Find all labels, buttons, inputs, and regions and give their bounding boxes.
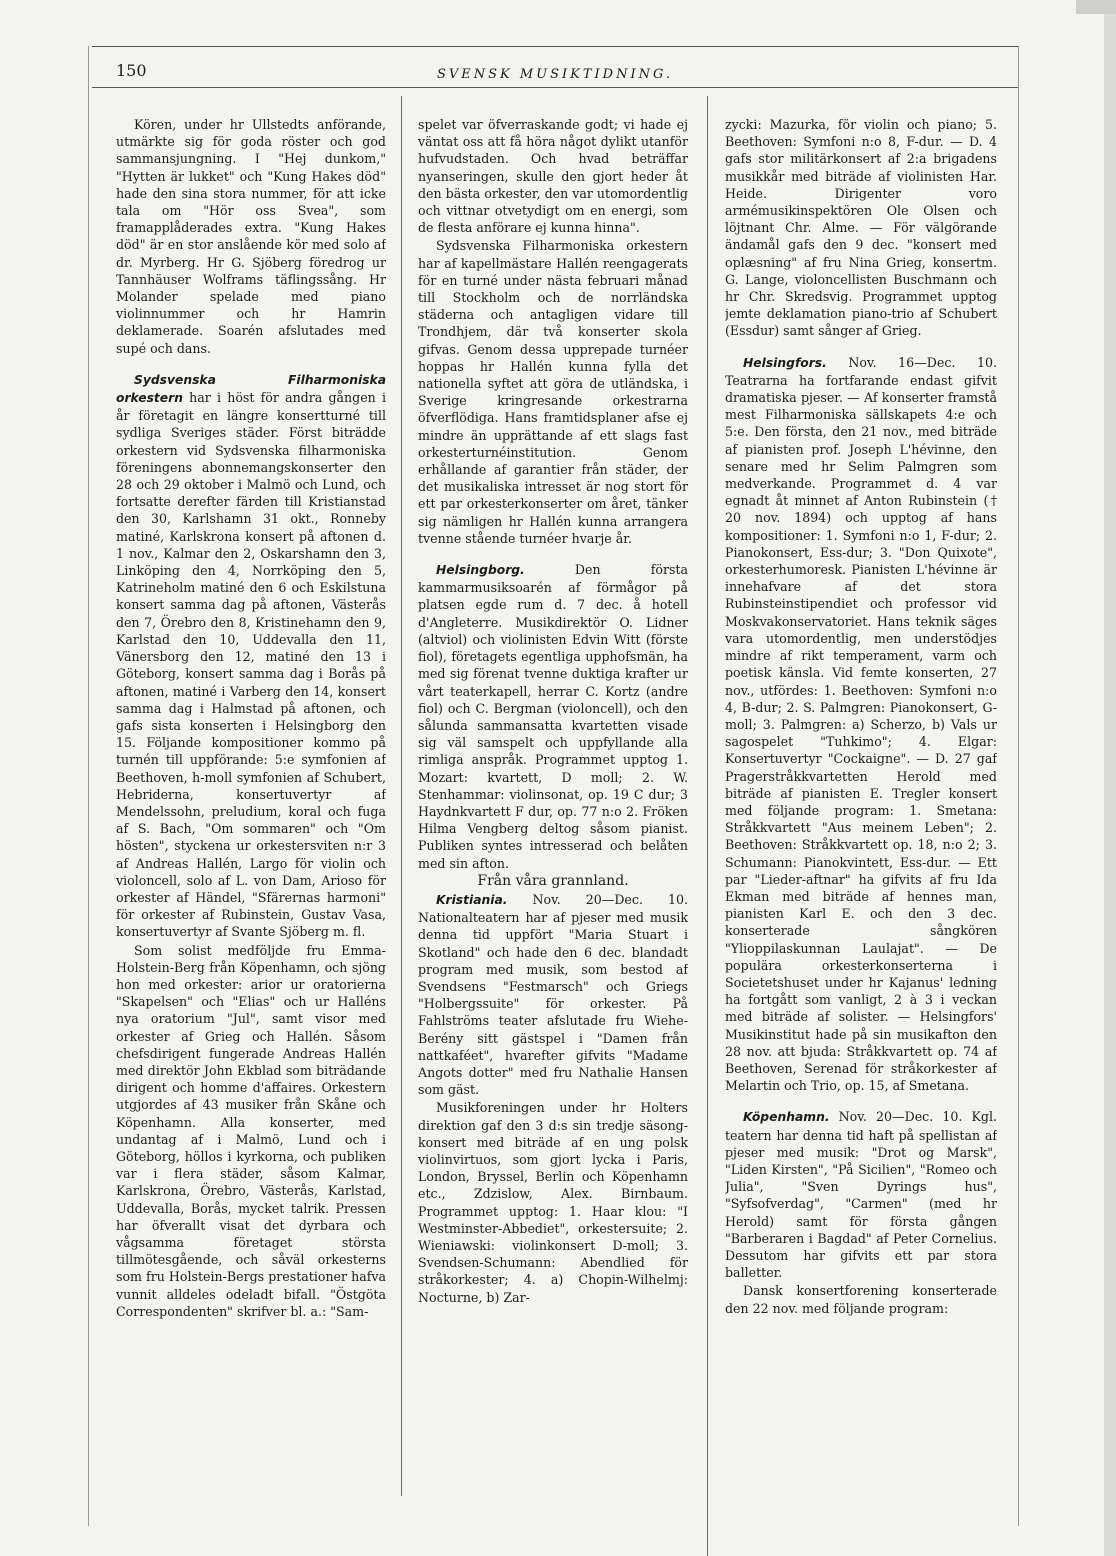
column-middle — [418, 116, 688, 1476]
header-rule — [92, 87, 1018, 88]
paragraph: zycki: Mazurka, för violin och piano; 5. Beethoven: Symfoni n:o 8, F-dur. — D. 4 gafs stor militärkonsert af 2:a brigadens musikkår med biträde af violinisten Har. Heide. Dirigenter voro armémusikinspektören Ole Olsen och löjtnant Chr. Alme. — För välgörande ändamål gafs den 9 dec. "konsert med oplæsning" af fru Nina Grieg, konsertm. G. Lange, violoncellisten Buschmann och hr Chr. Skredsvig. Programmet upptog jemte deklamation piano-trio af Schubert (Essdur) samt sånger af Grieg. — [725, 117, 997, 339]
paragraph: Sydsvenska Filharmoniska orkestern har af kapellmästare Hallén reengagerats för en turné under nästa februari månad till Stockholm och de norrländska städerna och antagligen vidare till Trondhjem, där två konserter skola gifvas. Genom dessa upprepade turnéer hoppas hr Hallén kunna fylla det nationella syftet att göra de utländska, i Sverige kringresande orkestrarna öfverflödiga. Hans framtidsplaner afse ej mindre än upprättande af ett slags fast orkesterturnéinstitution. Genom erhållande af garantier från städer, der det musikaliska intresset är nog stort för ett par orkesterkonserter om året, tänker sig nämligen hr Hallén kunna arrangera tvenne stående turnéer hvarje år. — [418, 238, 688, 546]
section-heading: Helsingborg. — [436, 563, 525, 578]
paragraph: Dansk konsertforening konserterade den 22 nov. med följande program: — [725, 1283, 997, 1316]
paragraph — [725, 1108, 997, 1281]
paragraph: Som solist medföljde fru Emma-Holstein-Berg från Köpenhamn, och sjöng hon med orkester: arior ur oratorierna "Skapelsen" och "Elias" och ur Halléns nya oratorium "Jul", samt visor med orkester af Grieg och Hallén. Såsom chefsdirigent fungerade Andreas Hallén med direktör John Ekblad som biträdande dirigent och homme d'affaires. Orkestern utgjordes af 43 musiker från Skåne och Köpenhamn. Alla konserter, med undantag af i Malmö, Lund och i Göteborg, höllos i kyrkorna, och publiken var i flera städer, såsom Kalmar, Karlskrona, Örebro, Västerås, Karlstad, Uddevalla, Borås, mycket talrik. Pressen har öfverallt visat det dyrbara och vågsamma företaget största tillmötesgående, och såväl orkesterns som fru Holstein-Bergs prestationer hafva vunnit alldeles odeladt bifall. "Östgöta Correspondenten" skrifver bl. a.: "Sam- — [116, 942, 386, 1319]
column-rule-2 — [707, 96, 708, 1556]
page-frame-right — [1018, 46, 1019, 1526]
section-title: Från våra grannland. — [477, 872, 629, 889]
paragraph: Musikforeningen under hr Holters direktion gaf den 3 d:s sin tredje säsong-konsert med biträde af en ung polsk violinvirtuos, som gjort lycka i Paris, London, Bryssel, Berlin och Köpenhamn etc., Zdzislow, Alex. Birnbaum. Programmet upptog: 1. Haar klou: "I Westminster-Abbediet", orkestersuite; 2. Wieniawski: violinkonsert D-moll; 3. Svendsen-Schumann: Abendlied för stråkorkester; 4. a) Chopin-Wilhelmj: Nocturne, b) Zar- — [418, 1100, 688, 1305]
paragraph-text: Den första kammarmusiksoarén af förmågor på platsen egde rum d. 7 dec. å hotell d'Angleterre. Musikdirektör O. Lidner (altviol) och violinisten Edvin Witt (förste fiol), företagets egentliga upphofsmän, ha med sig förenat tvenne duktiga krafter ur vårt teaterkapell, herrar C. Kortz (andre fiol) och C. Bergman (violoncell), och den sålunda sammansatta kvartetten visade sig väl samspelt och uppfyllande alla rimliga anspråk. Programmet upptog 1. Mozart: kvartett, D moll; 2. W. Stenhammar: violinsonat, op. 19 C dur; 3 Haydnkvartett F dur, op. 77 n:o 2. Fröken Hilma Vengberg deltog såsom pianist. Publiken syntes intresserad och belåten med sin afton. — [418, 562, 688, 871]
column-right — [725, 116, 997, 1476]
paragraph: Kören, under hr Ullstedts anförande, utmärkte sig för goda röster och god sammansjungning. I "Hej dunkom," "Hytten är lukket" och "Kung Hakes död" hade den sina stora nummer, för att icke tala om "Hör oss Svea", som framapplåderades extra. "Kung Hakes död" är en stor anslående kör med solo af dr. Myrberg. Hr G. Sjöberg föredrog ur Tannhäuser Wolframs täflingssång. Hr Molander spelade med piano violinnummer och hr Hamrin deklamerade. Soarén afslutades med supé och dans. — [116, 117, 386, 356]
paragraph — [116, 371, 386, 941]
paragraph-text: har i höst för andra gången i år företagit en längre konsertturné till sydliga Sveriges städer. Först biträdde orkestern vid Sydsvenska filharmoniska föreningens abonnemangskonserter den 28 och 29 oktober i Malmö och Lund, och fortsatte derefter färden till Kristianstad den 30, Karlshamn 31 okt., Ronneby matiné, Karlskrona konsert på aftonen d. 1 nov., Kalmar den 2, Oskarshamn den 3, Linköping den 4, Norrköping den 5, Katrineholm matiné den 6 och Eskilstuna konsert samma dag på aftonen, Västerås den 7, Örebro den 8, Kristinehamn den 9, Karlstad den 10, Uddevalla den 11, Vänersborg den 12, matiné den 13 i Göteborg, konsert samma dag i Borås på aftonen, matiné i Varberg den 14, konsert samma dag i Halmstad på aftonen, och gafs sista konserten i Helsingborg den 15. Följande kompositioner kommo på turnén till uppförande: 5:e symfonien af Beethoven, h-moll symfonien af Schubert, Hebriderna, konsertuvertyr af Mendelssohn, preludium, koral och fuga af S. Bach, "Om sommaren" och "Om hösten", styckena ur orkestersviten n:r 3 af Andreas Hallén, Largo för violin och violoncell, solo af L. von Dam, Arioso för orkester af Händel, "Sfärernas harmoni" för orkester af Rubinstein, Gustav Vasa, konsertuvertyr af Svante Sjöberg m. fl. — [116, 390, 386, 940]
paragraph — [418, 891, 688, 1098]
section-heading: Köpenhamn. — [743, 1110, 830, 1125]
running-title: SVENSK MUSIKTIDNING. — [436, 67, 674, 82]
page-corner — [1076, 0, 1116, 14]
section-heading: Sydsvenska Filharmoniska orkestern — [116, 372, 386, 406]
paragraph-text: Nov. 16—Dec. 10. Teatrarna ha fortfarande endast gifvit dramatiska pjeser. — Af konserter framstå mest Filharmoniska sällskapets 4:e och 5:e. Den första, den 21 nov., med biträde af pianisten prof. Joseph L'hévinne, den senare med hr Selim Palmgren som medverkande. Programmet d. 4 var egnadt åt minnet af Anton Rubinstein († 20 nov. 1894) och upptog af hans kompositioner: 1. Symfoni n:o 1, F-dur; 2. Pianokonsert, Ess-dur; 3. "Don Quixote", orkesterhumoresk. Pianisten L'hévinne är innehafvare af det stora Rubinsteinstipendiet och professor vid Moskvakonservatoriet. Hans teknik säges vara utomordentlig, men understödjes mindre af rikt temperament, varm och poetisk känsla. Vid femte konserten, 27 nov., utfördes: 1. Beethoven: Symfoni n:o 4, B-dur; 2. S. Palmgren: Pianokonsert, G-moll; 3. Palmgren: a) Scherzo, b) Vals ur sagospelet "Tuhkimo"; 4. Elgar: Konsertuvertyr "Cockaigne". — D. 27 gaf Pragerstråkkvartetten Herold med biträde af pianisten E. Tregler konsert med följande program: 1. Smetana: Stråkkvartett "Aus meinem Leben"; 2. Beethoven: Stråkkvartett op. 18, n:o 2; 3. Schumann: Pianokvintett, Ess-dur. — Ett par "Lieder-aftnar" ha gifvits af fru Ida Ekman med biträde af hennes man, pianisten Karl E. och den 3 dec. konserterade sångkören "Ylioppilaskunnan Laulajat". — De populära orkesterkonserterna i Societetshuset under hr Kajanus' ledning ha fortgått som vanligt, 2 à 3 i veckan med biträde af solister. — Helsingfors' Musikinstitut hade på sin musikafton den 28 nov. att bjuda: Stråkkvartett op. 74 af Beethoven, Serenad för stråkorkester af Melartin och Trio, op. 15, af Smetana. — [725, 354, 997, 1094]
page-header — [92, 46, 1018, 87]
section-heading: Kristiania. — [436, 892, 508, 907]
column-rule-1 — [401, 96, 402, 1496]
paragraph: spelet var öfverraskande godt; vi hade ej väntat oss att få höra något dylikt utanför hufvudstaden. Och hvad beträffar nyanseringen, skulle den gjort heder åt den bästa orkester, den var utomordentlig och vittnar otvetydigt om en energi, som de flesta anförare ej kunna hinna". — [418, 117, 688, 236]
page-number: 150 — [116, 61, 147, 80]
page-edge — [1104, 0, 1116, 1556]
column-left — [116, 116, 386, 1476]
section-heading: Helsingfors. — [743, 355, 827, 370]
paragraph — [725, 354, 997, 1095]
paragraph — [418, 561, 688, 872]
page-frame-left — [88, 46, 89, 1526]
paragraph-text: Nov. 20—Dec. 10. Kgl. teatern har denna tid haft på spellistan af pjeser med musik: "Drot og Marsk", "Liden Kirsten", "På Sicilien", "Romeo och Julia", "Sven Dyrings hus", "Syfsofverdag", "Carmen" (med hr Herold) samt för första gången "Barberaren i Bagdad" af Peter Cornelius. Dessutom har gifvits ett par stora balletter. — [725, 1109, 997, 1281]
paragraph-text: Nov. 20—Dec. 10. Nationalteatern har af pjeser med musik denna tid uppfört "Maria Stuart i Skotland" och hade den 6 dec. blandadt program med musik, som bestod af Svendsens "Festmarsch" och Griegs "Holbergssuite" för orkester. På Fahlströms teater afslutade fru Wiehe-Berény sitt gästspel i "Damen från nattkaféet", hvarefter gifvits "Madame Angots dotter" med fru Nathalie Hansen som gäst. — [418, 891, 688, 1098]
